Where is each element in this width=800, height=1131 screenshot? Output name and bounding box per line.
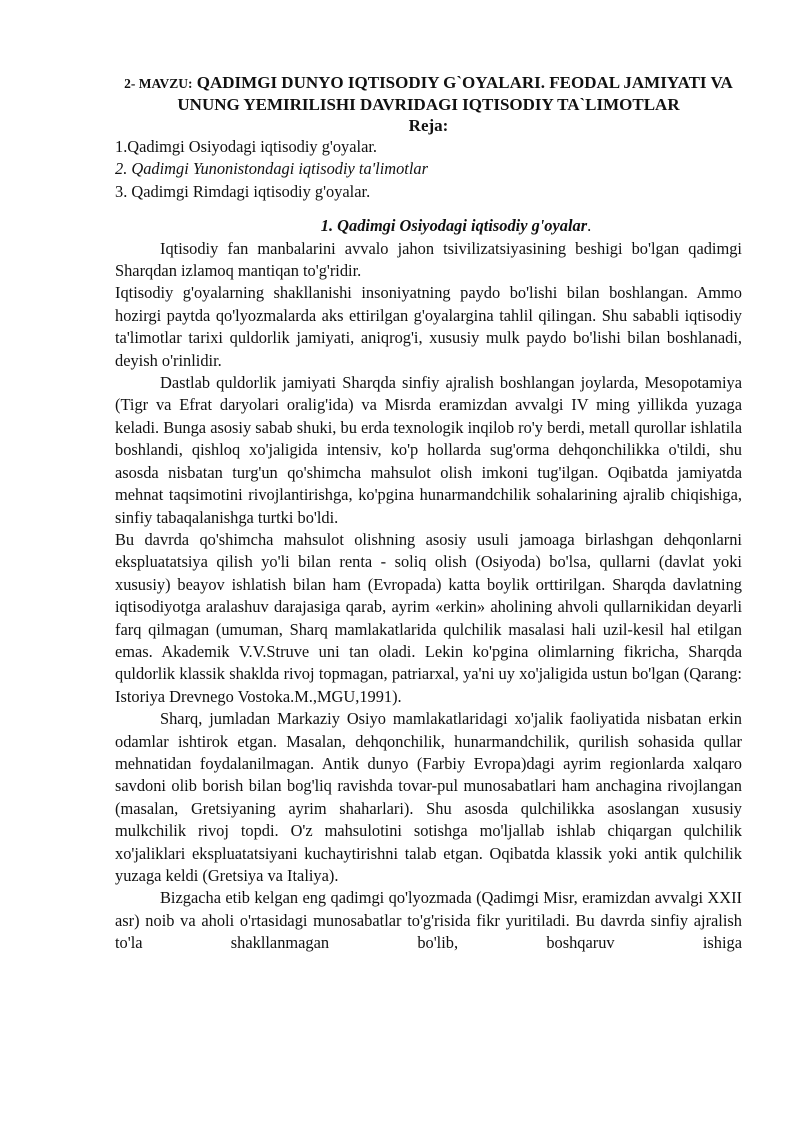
section-heading-period: . xyxy=(587,216,592,236)
title-main: QADIMGI DUNYO IQTISODIY G`OYALARI. FEODAL JAMIYATI VA UNUNG YEMIRILISHI DAVRIDAGI IQTISODIY TA`LIMOTLAR xyxy=(177,73,733,114)
document-page xyxy=(115,72,742,955)
paragraph-6: Bizgacha etib kelgan eng qadimgi qo'lyozmada (Qadimgi Misr, eramizdan avvalgi XXII asr) noib va aholi o'rtasidagi munosabatlar to'g'risida fikr yuritiladi. Bu davrda sinfiy ajralish to'la shakllanmagan bo'lib, boshqaruv ishiga xyxy=(115,888,742,953)
paragraph-5: Sharq, jumladan Markaziy Osiyo mamlakatlaridagi xo'jalik faoliyatida nisbatan erkin odamlar ishtirok etgan. Masalan, dehqonchilik, hunarmandchilik, qurilish sohasida qullar mehnatidan foydalanilmagan. Antik dunyo (Farbiy Evropa)dagi ayrim regionlarda xalqaro savdoni olib borish bilan bog'liq ravishda tovar-pul munosabatlari ham anchagina rivojlangan (masalan, Gretsiyaning ayrim shaharlari). Shu asosda qulchilikka asoslangan xususiy mulkchilik rivoj topdi. O'z mahsulotini sotishga mo'ljallab ishlab chiqargan qulchilik xo'jaliklari ekspluatatsiyani kuchaytirishni talab etgan. Oqibatda klassik yoki antik qulchilik yuzaga keldi (Gretsiya va Italiya). xyxy=(115,709,742,885)
plan-list xyxy=(115,136,742,203)
document-title xyxy=(115,72,742,115)
paragraph-1: Iqtisodiy fan manbalarini avvalo jahon tsivilizatsiyasining beshigi bo'lgan qadimgi Sharqdan izlamoq mantiqan to'g'ridir. xyxy=(115,238,742,281)
paragraph-2: Iqtisodiy g'oyalarning shakllanishi insoniyatning paydo bo'lishi bilan boshlangan. Ammo hozirgi paytda qo'lyozmalarda aks ettirilgan g'oyalargina tahlil qilingan. Shu sababli iqtisodiy ta'limotlar tarixi quldorlik jamiyati, aniqrog'i, xususiy mulk paydo bo'lishi bilan boshlanadi, deyish o'rinlidir. xyxy=(115,283,742,370)
paragraph-4: Bu davrda qo'shimcha mahsulot olishning asosiy usuli jamoaga birlashgan dehqonlarni ekspluatatsiya qilish yo'li bilan renta - soliq olish (Osiyoda) bo'lsa, qullarni (davlat yoki xususiy) beayov ishlatish bilan ham (Evropada) katta boylik orttirilgan. Sharqda davlatning iqtisodiyotga aralashuv darajasiga qarab, ayrim «erkin» aholining ahvoli qullarnikidan deyarli farq qilmagan (umuman, Sharq mamlakatlarida qulchilik masalasi hali uzil-kesil hal etilgan emas. Akademik V.V.Struve uni tan oladi. Lekin ko'pgina olimlarning fikricha, Sharqda quldorlik klassik shaklda rivoj topmagan, patriarxal, ya'ni uy xo'jaligida ustun bo'lgan (Qarang: Istoriya Drevnego Vostoka.M.,MGU,1991). xyxy=(115,529,742,706)
paragraph-3: Dastlab quldorlik jamiyati Sharqda sinfiy ajralish boshlangan joylarda, Mesopotamiya (Tigr va Efrat daryolari oralig'ida) va Misrda eramizdan avvalgi IV ming yillikda yuzaga keladi. Bunga asosiy sabab shuki, bu erda texnologik inqilob ro'y berdi, metall qurollar ishlatila boshlandi, qishloq xo'jaligida intensiv, ko'p hollarda sug'orma dehqonchilikka o'tildi, shu asosda nisbatan turg'un qo'shimcha mahsulot olish imkoni tug'ilgan. Oqibatda jamiyatda mehnat taqsimotini rivojlantirishga, ko'pgina hunarmandchilik sohalarining ajralib chiqishiga, sinfiy tabaqalanishga turtki bo'ldi. xyxy=(115,373,742,527)
title-prefix: 2- MAVZU: xyxy=(124,76,193,91)
section-heading xyxy=(115,215,742,237)
plan-heading: Reja: xyxy=(408,116,449,135)
plan-item-2: 2. Qadimgi Yunonistondagi iqtisodiy ta'limotlar xyxy=(115,159,428,179)
section-heading-text: 1. Qadimgi Osiyodagi iqtisodiy g'oyalar xyxy=(320,216,588,236)
plan-item-3: 3. Qadimgi Rimdagi iqtisodiy g'oyalar. xyxy=(115,181,371,201)
plan-item-1: 1.Qadimgi Osiyodagi iqtisodiy g'oyalar. xyxy=(115,137,377,156)
